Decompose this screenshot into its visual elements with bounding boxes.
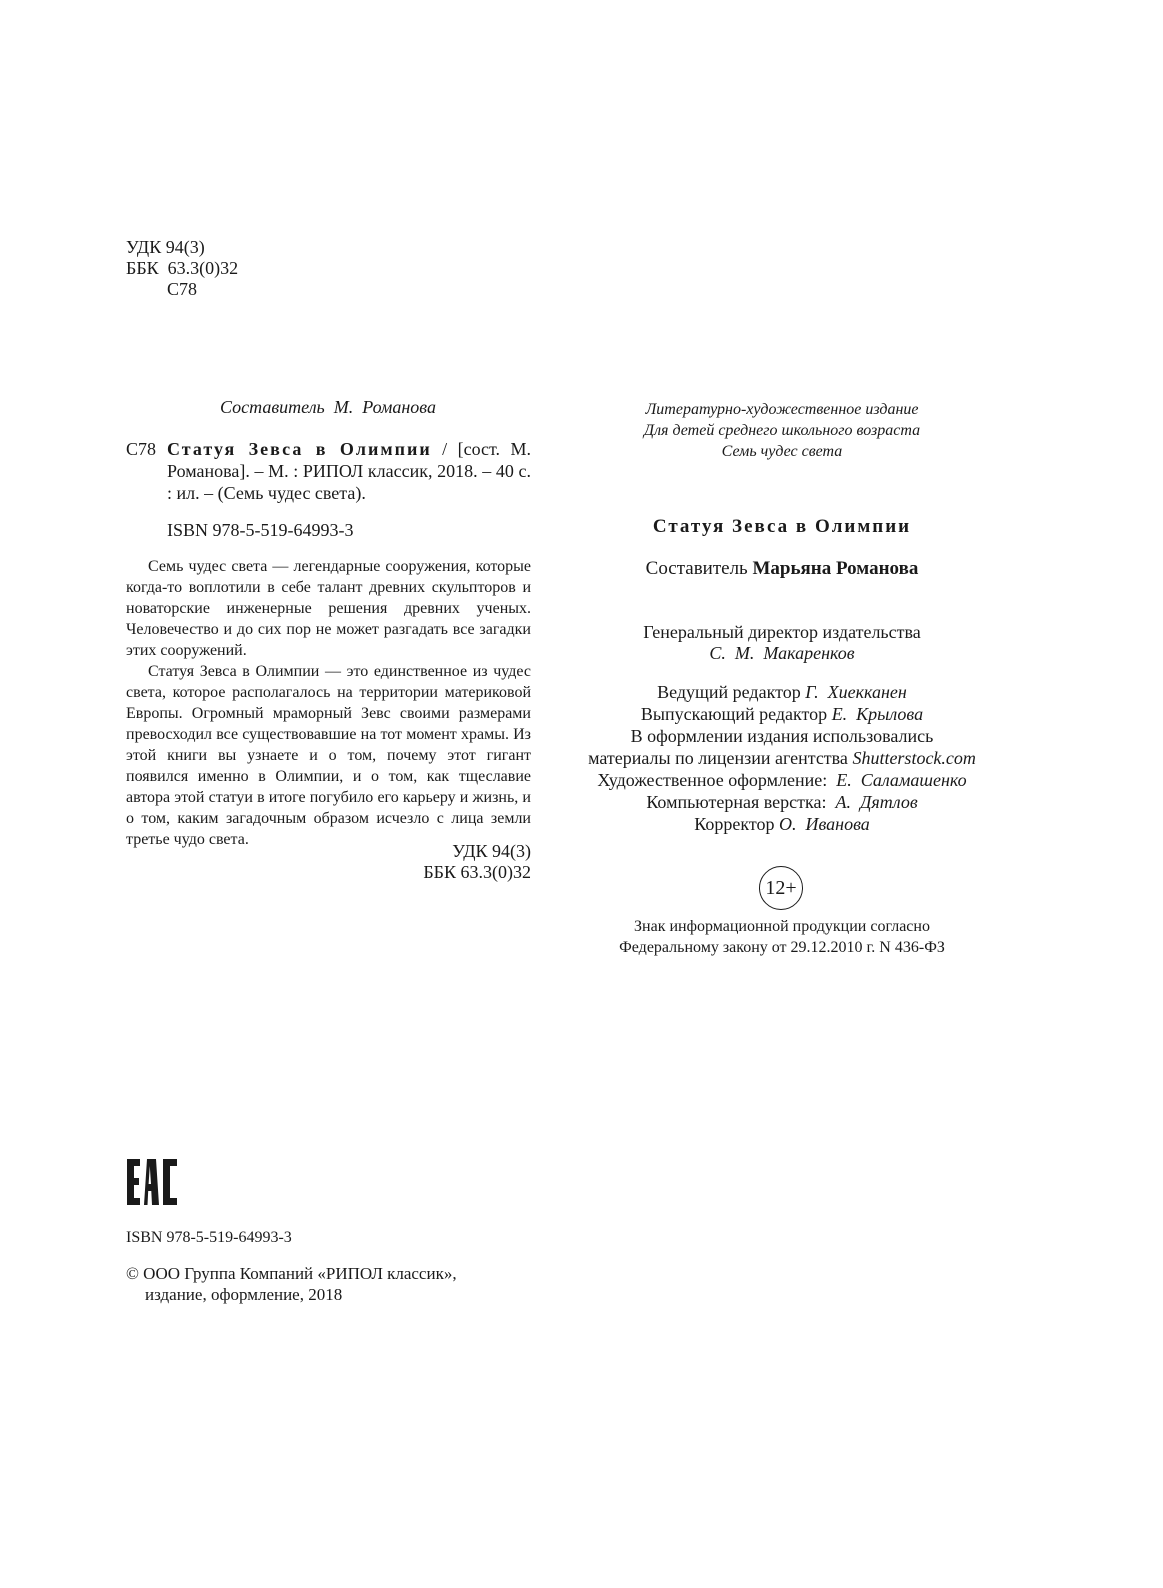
bib-details: / [сост. М. Романова]. – М. : РИПОЛ классик, 2018. – 40 с. : ил. – (Семь чудес света). <box>167 439 531 503</box>
bib-code: С78 <box>126 439 157 459</box>
annotation <box>126 556 531 850</box>
license-line-1: В оформлении издания использовались <box>630 726 934 746</box>
bib-description <box>167 438 531 504</box>
copyright-line-1: © ООО Группа Компаний «РИПОЛ классик», <box>126 1264 457 1283</box>
compiler-line: Составитель М. Романова <box>220 397 436 417</box>
udk-bottom: УДК 94(3) <box>452 841 531 861</box>
lead-editor: Ведущий редактор Г. Хиекканен <box>657 682 907 702</box>
compiler-name: Марьяна Романова <box>752 558 919 579</box>
law-line-1: Знак информационной продукции согласно <box>634 918 930 935</box>
director-name: С. М. Макаренков <box>709 643 855 663</box>
bib-title: Статуя Зевса в Олимпии <box>167 439 432 459</box>
author-sign-top: С78 <box>167 279 198 299</box>
director-label: Генеральный директор издательства <box>643 622 921 642</box>
law-line-2: Федеральному закону от 29.12.2010 г. N 436-ФЗ <box>619 939 945 956</box>
book-title: Статуя Зевса в Олимпии <box>652 516 912 537</box>
age-rating-badge: 12+ <box>759 866 803 910</box>
bbk-bottom: ББК 63.3(0)32 <box>423 862 531 882</box>
eac-certification-logo <box>126 1158 178 1206</box>
license-line-2: материалы по лицензии агентства Shutterstock.com <box>588 748 976 768</box>
compiler-credit <box>582 557 982 581</box>
audience: Для детей среднего школьного возраста <box>643 422 921 439</box>
annotation-paragraph-1: Семь чудес света — легендарные сооружения, которые когда-то воплотили в себе талант древних скульпторов и новаторские инженерные решения древних ученых. Человечество и до сих пор не может разгадать все загадки этих сооружений. <box>126 558 531 659</box>
credits-block <box>562 681 1002 835</box>
series-name: Семь чудес света <box>721 443 843 460</box>
layout-credit: Компьютерная верстка: А. Дятлов <box>646 792 918 812</box>
edition-type: Литературно-художественное издание <box>645 401 919 418</box>
udk-top: УДК 94(3) <box>126 237 205 257</box>
eac-icon <box>126 1158 178 1206</box>
art-design: Художественное оформление: Е. Саламашенко <box>597 770 967 790</box>
isbn-line: ISBN 978-5-519-64993-3 <box>167 520 354 540</box>
isbn-bottom: ISBN 978-5-519-64993-3 <box>126 1229 292 1246</box>
compiler-label: Составитель <box>645 558 753 579</box>
issuing-editor: Выпускающий редактор Е. Крылова <box>640 704 924 724</box>
bbk-top: ББК 63.3(0)32 <box>126 258 239 278</box>
annotation-paragraph-2: Статуя Зевса в Олимпии — это единственное из чудес света, которое располагалось на территории материковой Европы. Огромный мраморный Зевс своими размерами превосходил все существовавшие на тот момент храмы. Из этой книги вы узнаете и о том, почему этот гигант появился именно в Олимпии, и о том, как тщеславие автора этой статуи в итоге погубило его карьеру и жизнь, и о том, каким загадочным образом исчезло с лица земли третье чудо света. <box>126 663 531 848</box>
copyright-line-2: издание, оформление, 2018 <box>145 1285 343 1304</box>
proofreader: Корректор О. Иванова <box>694 814 870 834</box>
